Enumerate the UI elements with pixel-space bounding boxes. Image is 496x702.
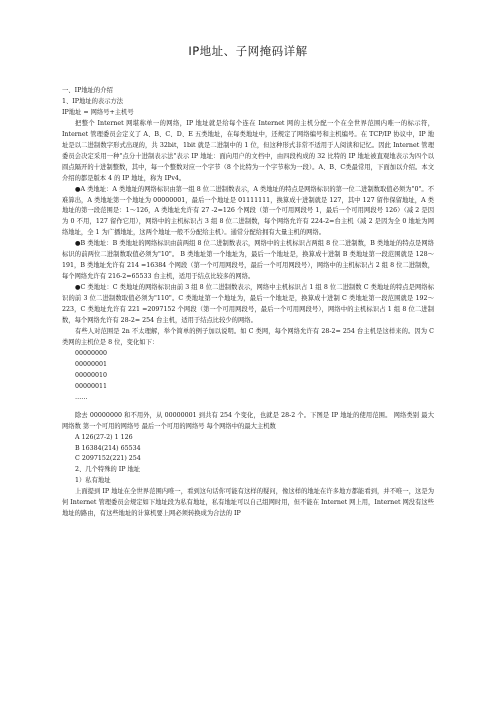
document-title: IP地址、子网掩码详解 — [188, 44, 308, 58]
subsubsection-heading: 1）私有地址 — [75, 477, 111, 485]
formula-line: IP地址 = 网络号+主机号 — [62, 108, 134, 116]
paragraph-usage-range: 除去 00000000 和不用外，从 00000001 到共有 254 个变化，也就是 28-2 个。下图是 IP 地址的使用范围。 网络类别 最大网络数 第一个可用的网络号 最后一个可用的网络号 每个网络中的最大主机数 — [62, 411, 434, 430]
binary-line: 00000010 — [75, 371, 108, 379]
table-row-b: B 16384(214) 65534 — [75, 444, 141, 452]
subsection-heading: 1、IP地址的表示方法 — [62, 97, 124, 105]
paragraph-private-address: 上面提到 IP 地址在全世界范围内唯一，看到这句话你可能有这样的疑问，像这样的地址在许多地方都能看到，并不唯一，这是为何 Internet 管理委员会规定如下地址段为私有地址，私有地址可以自己组网时用，但不能在 Internet 网上用，Internet 网没有这些地址的路由，有这些地址的计算机要上网必须转换成为合法的 IP — [62, 488, 434, 518]
document-body — [62, 86, 434, 520]
spacer — [62, 404, 434, 411]
paragraph-class-b: ●B 类地址：B 类地址的网络标识由前两组 8 位二进制数表示，网络中的主机标识占两组 8 位二进制数，B 类地址的特点是网络标识的前两位二进制数取值必须为"10"。 B 类地址第一个地址为，最后一个地址是，换算成十进制 B 类地址第一段范围就是 128～191，B 类地址允许有 214 =16384 个网段（第一个可用网段号，最后一个可用网段号），网络中的主机标识占 2 组 8 位二进制数，每个网络允许有 216-2=65533 台主机，适用于结点比较多的网络。 — [62, 240, 434, 281]
binary-line: 00000011 — [75, 382, 108, 390]
paragraph-range-explain: 有些人对范围是 2n 不太理解，举个简单的例子加以说明。如 C 类网，每个网络允许有 28-2= 254 台主机是这样来的。因为 C 类网的主机位是 8 位，变化如下： — [62, 327, 434, 346]
section-heading: 一、IP地址的介绍 — [62, 87, 113, 94]
subsection-heading: 2、几个特殊的 IP 地址 — [75, 466, 141, 474]
table-row-c: C 2097152(221) 254 — [75, 455, 141, 463]
ellipsis-line: …… — [75, 393, 88, 401]
table-row-a: A 126(27-2) 1 126 — [75, 433, 133, 441]
binary-line: 00000001 — [75, 360, 108, 368]
paragraph-class-c: ●C 类地址：C 类地址的网络标识由前 3 组 8 位二进制数表示，网络中主机标识占 1 组 8 位二进制数 C 类地址的特点是网络标识的前 3 位二进制数取值必须为"110"。C 类地址第一个地址为，最后一个地址是，换算成十进制 C 类地址第一段范围就是 192～223，C 类地址允许有 221 =2097152 个网段（第一个可用网段号，最后一个可用网段号），网络中的主机标识占 1 组 8 位二进制数，每个网络允许有 28-2= 254 台主机，适用于结点比较少的网络。 — [62, 284, 434, 325]
paragraph-intro: 把整个 Internet 网堪称单一的网络，IP 地址就是给每个连在 Internet 网的主机分配一个在全世界范围内唯一的标示符，Internet 管理委员会定义了 A、B、C、D、E 五类地址，在每类地址中，还规定了网络编号和主机编号。在 TCP/IP 协议中，IP 地址是以二进制数字形式出现的，共 32bit，1bit 就是二进制中的 1 位，但这种形式非常不适用于人阅读和记忆。因此 Internet 管理委员会决定采用一种"点分十进制表示法"表示 IP 地址：面向用户的文档中，由四段构成的 32 比特的 IP 地址被直观地表示为四个以圆点隔开的十进制整数，其中，每一个整数对应一个字节（8 个比特为一个字节称为一段）。A、B、C类最常用，下面加以介绍。本文介绍的都是版本 4 的 IP 地址，称为 IPv4。 — [62, 119, 434, 182]
binary-line: 00000000 — [75, 349, 108, 357]
paragraph-class-a: ●A 类地址：A 类地址的网络标识由第一组 8 位二进制数表示，A 类地址的特点是网络标识的第一位二进制数取值必须为"0"。不难算出，A 类地址第一个地址为 00000001，最后一个地址是 01111111，换算成十进制就是 127，其中 127 留作保留地址，A 类地址的第一段范围是：1～126，A 类地址允许有 27 -2=126 个网段（第一个可用网段号 1，最后一个可用网段号 126）（减 2 是因为 0 不用，127 留作它用），网络中的主机标识占 3 组 8 位二进制数，每个网络允许有 224-2=台主机（减 2 是因为全 0 地址为网络地址，全 1 为广播地址，这两个地址一般不分配给主机）。通常分配给拥有大量主机的网络。 — [62, 185, 434, 237]
